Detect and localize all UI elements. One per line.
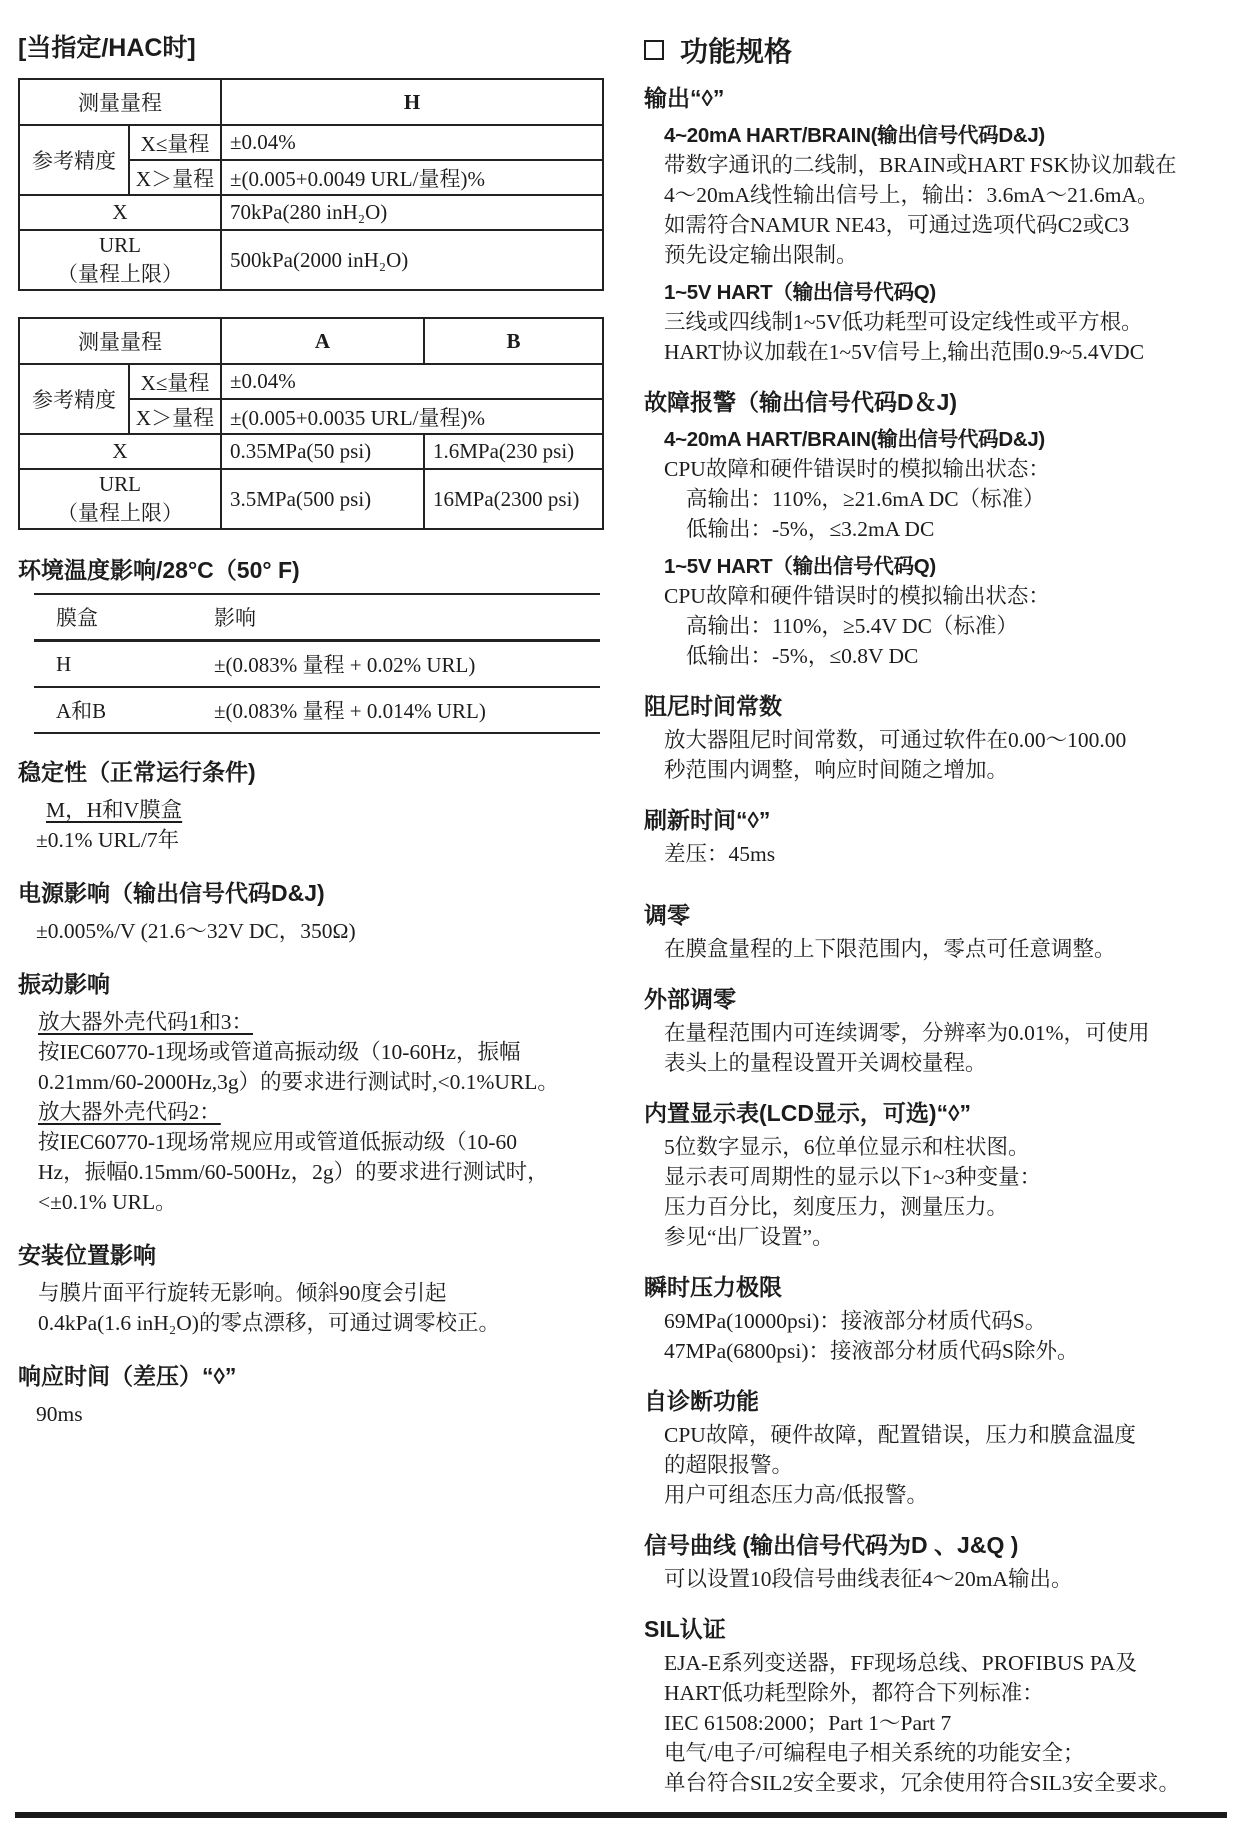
left-column <box>18 28 614 1429</box>
vibration-line: <±0.1% URL。 <box>38 1190 177 1214</box>
response-time-value: 90ms <box>36 1402 83 1426</box>
lcd-line: 5位数字显示，6位单位显示和柱状图。 <box>664 1135 1030 1159</box>
cell-capsule-b: B <box>424 318 603 364</box>
vibration-line: 按IEC60770-1现场常规应用或管道低振动级（10-60 <box>38 1130 517 1154</box>
overpressure-line: 47MPa(6800psi)：接液部分材质代码S除外。 <box>664 1339 1079 1363</box>
output-sub2-title: 1~5V HART（输出信号代码Q) <box>664 281 936 304</box>
damping-title: 阻尼时间常数 <box>644 693 782 719</box>
stability-title: 稳定性（正常运行条件) <box>18 759 256 785</box>
right-column <box>644 30 1248 1798</box>
cell-gt-span: X＞量程 <box>129 399 221 434</box>
lcd-title: 内置显示表(LCD显示，可选)“◊” <box>644 1100 971 1126</box>
cell-url-a: 3.5MPa(500 psi) <box>221 469 424 529</box>
url-label-line2: （量程上限） <box>57 500 183 525</box>
temp-effect-title: 环境温度影响/28°C（50° F) <box>18 557 300 583</box>
cell-ref-accuracy: 参考精度 <box>19 125 129 195</box>
range-table-h <box>18 78 604 291</box>
cell-capsule: A和B <box>34 687 214 733</box>
hac-section-title: [当指定/HAC时] <box>18 34 196 62</box>
cell-x-value: 70kPa(280 inH₂O) <box>221 195 603 230</box>
cell-le-value: ±0.04% <box>221 364 603 399</box>
cell-capsule-a: A <box>221 318 424 364</box>
cell-gt-value: ±(0.005+0.0049 URL/量程)% <box>221 160 603 195</box>
ext-zero-title: 外部调零 <box>644 986 736 1012</box>
cell-capsule: H <box>34 641 214 688</box>
alarm-low-output: 低输出：-5%，≤0.8V DC <box>686 644 919 668</box>
cell-range-header: 测量量程 <box>19 318 221 364</box>
cell-gt-span: X＞量程 <box>129 160 221 195</box>
vibration-line: 0.21mm/60-2000Hz,3g）的要求进行测试时,<0.1%URL。 <box>38 1070 559 1094</box>
cell-x-b: 1.6MPa(230 psi) <box>424 434 603 469</box>
selfdiag-line: 的超限报警。 <box>664 1453 794 1477</box>
zero-title: 调零 <box>644 902 690 928</box>
lcd-line: 参见“出厂设置”。 <box>664 1225 834 1249</box>
vibration-sub2: 放大器外壳代码2： <box>38 1100 221 1124</box>
cell-le-span: X≤量程 <box>129 125 221 160</box>
output-line: 如需符合NAMUR NE43，可通过选项代码C2或C3 <box>664 213 1130 237</box>
selfdiag-line: CPU故障，硬件故障，配置错误，压力和膜盒温度 <box>664 1423 1136 1447</box>
cell-ref-accuracy: 参考精度 <box>19 364 129 434</box>
alarm-sub1-title: 4~20mA HART/BRAIN(输出信号代码D&J) <box>664 428 1045 451</box>
cell-effect: ±(0.083% 量程 + 0.014% URL) <box>214 687 600 733</box>
cell-url-label <box>19 230 221 290</box>
functional-spec-heading <box>644 30 1248 70</box>
cell-x-label: X <box>19 434 221 469</box>
vibration-title: 振动影响 <box>18 971 110 997</box>
output-line: HART协议加载在1~5V信号上,输出范围0.9~5.4VDC <box>664 340 1145 364</box>
sil-line: 电气/电子/可编程电子相关系统的功能安全； <box>664 1741 1085 1765</box>
sil-line: EJA-E系列变送器，FF现场总线、PROFIBUS PA及 <box>664 1651 1137 1675</box>
output-sub1-title: 4~20mA HART/BRAIN(输出信号代码D&J) <box>664 124 1045 147</box>
cell-gt-value: ±(0.005+0.0035 URL/量程)% <box>221 399 603 434</box>
temp-effect-table <box>34 593 600 734</box>
signal-curve-title: 信号曲线 (输出信号代码为D 、J&Q ) <box>644 1532 1019 1558</box>
cell-url-label <box>19 469 221 529</box>
lcd-line: 压力百分比，刻度压力，测量压力。 <box>664 1195 1009 1219</box>
overpressure-title: 瞬时压力极限 <box>644 1274 782 1300</box>
section-square-icon <box>644 40 664 60</box>
cell-le-value: ±0.04% <box>221 125 603 160</box>
power-effect-title: 电源影响（输出信号代码D&J) <box>18 880 325 906</box>
damping-line: 放大器阻尼时间常数，可通过软件在0.00～100.00 <box>664 728 1127 752</box>
refresh-value: 差压：45ms <box>664 842 776 866</box>
output-title: 输出“◊” <box>644 85 725 111</box>
ext-zero-line: 在量程范围内可连续调零，分辨率为0.01%，可使用 <box>664 1021 1150 1045</box>
alarm-title: 故障报警（输出信号代码D＆J) <box>644 389 958 415</box>
cell-effect: ±(0.083% 量程 + 0.02% URL) <box>214 641 600 688</box>
ext-zero-line: 表头上的量程设置开关调校量程。 <box>664 1051 987 1075</box>
cell-x-a: 0.35MPa(50 psi) <box>221 434 424 469</box>
url-label-line1: URL <box>99 471 141 496</box>
cell-range-header: 测量量程 <box>19 79 221 125</box>
output-line: 三线或四线制1~5V低功耗型可设定线性或平方根。 <box>664 310 1143 334</box>
vibration-line: 按IEC60770-1现场或管道高振动级（10-60Hz，振幅 <box>38 1040 521 1064</box>
sil-line: 单台符合SIL2安全要求，冗余使用符合SIL3安全要求。 <box>664 1771 1181 1795</box>
functional-spec-title: 功能规格 <box>680 36 793 67</box>
alarm-high-output: 高输出：110%，≥21.6mA DC（标准） <box>686 487 1045 511</box>
col-capsule: 膜盒 <box>34 594 214 641</box>
url-label-line2: （量程上限） <box>57 261 183 286</box>
stability-value: ±0.1% URL/7年 <box>36 828 180 852</box>
cell-le-span: X≤量程 <box>129 364 221 399</box>
cell-capsule-h: H <box>221 79 603 125</box>
cell-url-b: 16MPa(2300 psi) <box>424 469 603 529</box>
sil-line: HART低功耗型除外，都符合下列标准： <box>664 1681 1044 1705</box>
alarm-line: CPU故障和硬件错误时的模拟输出状态： <box>664 457 1050 481</box>
mounting-title: 安装位置影响 <box>18 1242 156 1268</box>
alarm-sub2-title: 1~5V HART（输出信号代码Q) <box>664 555 936 578</box>
vibration-line: Hz，振幅0.15mm/60-500Hz，2g）的要求进行测试时， <box>38 1160 549 1184</box>
mounting-line: 0.4kPa(1.6 inH₂O)的零点漂移，可通过调零校正。 <box>38 1311 500 1335</box>
url-label-line1: URL <box>99 232 141 257</box>
selfdiag-line: 用户可组态压力高/低报警。 <box>664 1483 928 1507</box>
sil-title: SIL认证 <box>644 1616 726 1642</box>
alarm-low-output: 低输出：-5%，≤3.2mA DC <box>686 517 935 541</box>
mounting-line: 与膜片面平行旋转无影响。倾斜90度会引起 <box>38 1281 447 1305</box>
stability-capsules: M，H和V膜盒 <box>46 798 183 822</box>
damping-line: 秒范围内调整，响应时间随之增加。 <box>664 758 1009 782</box>
lcd-line: 显示表可周期性的显示以下1~3种变量： <box>664 1165 1042 1189</box>
cell-url-value: 500kPa(2000 inH₂O) <box>221 230 603 290</box>
signal-curve-line: 可以设置10段信号曲线表征4～20mA输出。 <box>664 1567 1073 1591</box>
refresh-title: 刷新时间“◊” <box>644 807 771 833</box>
vibration-sub1: 放大器外壳代码1和3： <box>38 1010 254 1034</box>
alarm-high-output: 高输出：110%，≥5.4V DC（标准） <box>686 614 1018 638</box>
output-line: 4～20mA线性输出信号上，输出：3.6mA～21.6mA。 <box>664 183 1159 207</box>
alarm-line: CPU故障和硬件错误时的模拟输出状态： <box>664 584 1050 608</box>
selfdiag-title: 自诊断功能 <box>644 1388 759 1414</box>
range-table-ab <box>18 317 604 530</box>
overpressure-line: 69MPa(10000psi)：接液部分材质代码S。 <box>664 1309 1047 1333</box>
output-line: 预先设定输出限制。 <box>664 243 858 267</box>
output-line: 带数字通讯的二线制，BRAIN或HART FSK协议加载在 <box>664 153 1177 177</box>
sil-line: IEC 61508:2000；Part 1～Part 7 <box>664 1711 952 1735</box>
power-effect-value: ±0.005%/V (21.6～32V DC，350Ω) <box>36 919 356 943</box>
cell-x-label: X <box>19 195 221 230</box>
response-time-title: 响应时间（差压）“◊” <box>18 1363 237 1389</box>
col-effect: 影响 <box>214 594 600 641</box>
page-footer-rule <box>15 1812 1227 1818</box>
zero-line: 在膜盒量程的上下限范围内，零点可任意调整。 <box>664 937 1116 961</box>
